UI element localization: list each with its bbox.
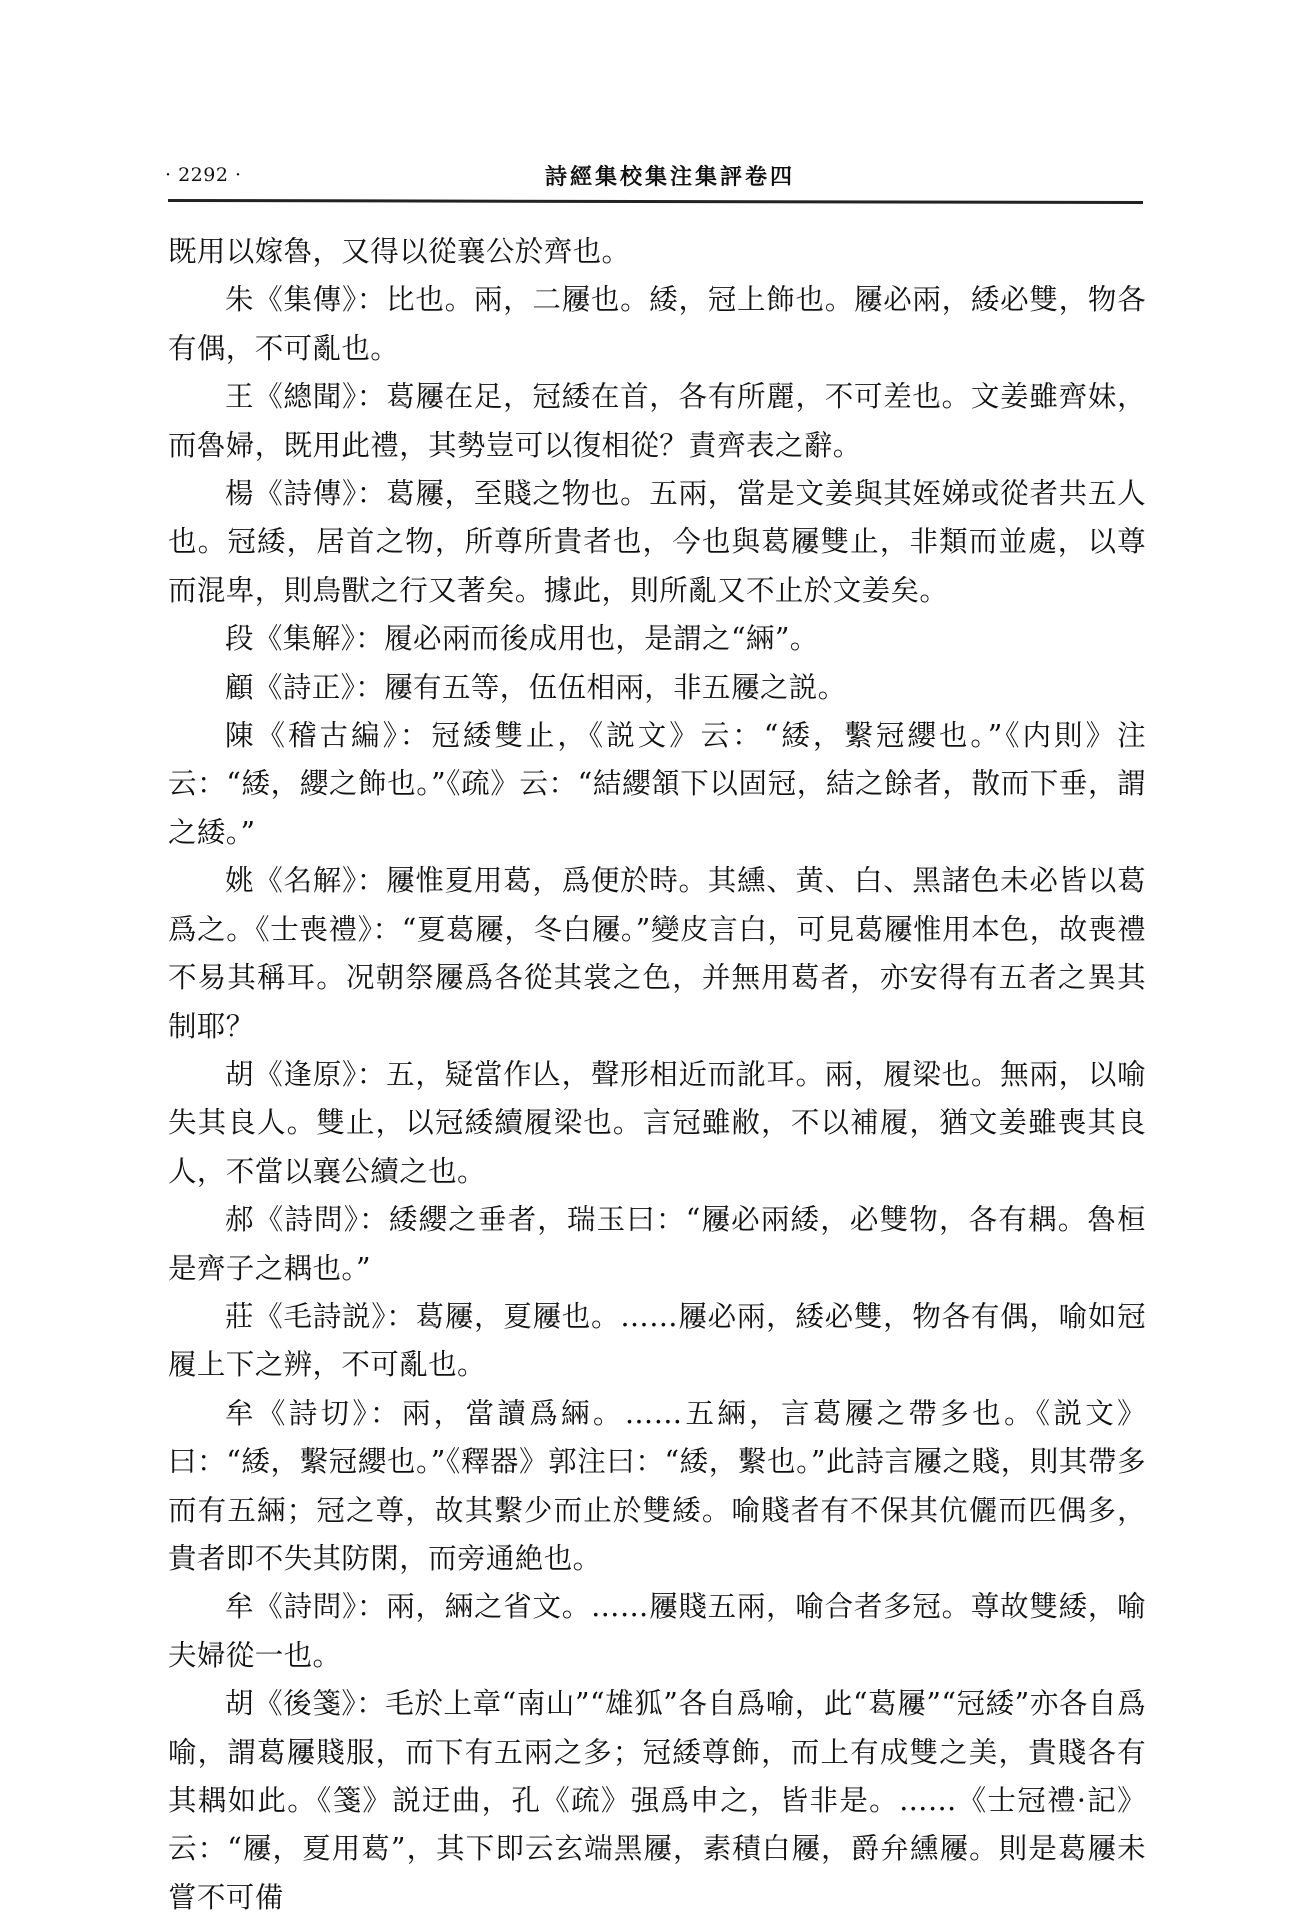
paragraph: 既用以嫁魯，又得以從襄公於齊也。 — [168, 235, 631, 268]
paragraph: 牟《詩問》：兩，緉之省文。……屨賤五兩，喻合者多冠。尊故雙緌，喻夫婦從一也。 — [168, 1590, 1146, 1672]
page-header — [165, 158, 1145, 198]
paragraph: 牟《詩切》：兩，當讀爲緉。……五緉，言葛屨之帶多也。《説文》曰：“緌，繫冠纓也。”《釋器》郭注曰：“緌，繫也。”此詩言屨之賤，則其帶多而有五緉；冠之尊，故其繫少而止於雙緌。喻賤者有不保其伉儷而匹偶多，貴者即不失其防閑，而旁通絶也。 — [168, 1396, 1146, 1575]
page-number: · 2292 · — [165, 164, 242, 186]
paragraph: 段《集解》：履必兩而後成用也，是謂之“緉”。 — [225, 622, 819, 656]
paragraph: 姚《名解》：屨惟夏用葛，爲便於時。其纁、黄、白、黑諸色未必皆以葛爲之。《士喪禮》：“夏葛屨，冬白屨。”變皮言白，可見葛屨惟用本色，故喪禮不易其稱耳。况朝祭屨爲各從其裳之色，并無用葛者，亦安得有五者之異其制耶？ — [168, 864, 1146, 1043]
running-title: 詩經集校集注集評卷四 — [545, 164, 796, 190]
paragraph: 朱《集傳》：比也。兩，二屨也。緌，冠上飾也。屨必兩，緌必雙，物各有偶，不可亂也。 — [168, 283, 1146, 365]
header-rule — [168, 199, 1143, 204]
paragraph: 郝《詩問》：緌纓之垂者，瑞玉曰：“屨必兩緌，必雙物，各有耦。魯桓是齊子之耦也。” — [168, 1203, 1146, 1285]
paragraph: 胡《逢原》：五，疑當作亾，聲形相近而訛耳。兩，履梁也。無兩，以喻失其良人。雙止，以冠緌續履梁也。言冠雖敝，不以補履，猶文姜雖喪其良人，不當以襄公續之也。 — [168, 1057, 1146, 1188]
paragraph: 陳《稽古編》：冠緌雙止，《説文》云：“緌，繫冠纓也。”《内則》注云：“緌，纓之飾也。”《疏》云：“結纓頷下以固冠，結之餘者，散而下垂，謂之緌。” — [168, 719, 1146, 849]
paragraph: 顧《詩正》：屨有五等，伍伍相兩，非五屨之説。 — [225, 670, 847, 704]
body-text — [168, 228, 1146, 1922]
paragraph: 胡《後箋》：毛於上章“南山”“雄狐”各自爲喻，此“葛屨”“冠緌”亦各自爲喻，謂葛屨賤服，而下有五兩之多；冠緌尊飾，而上有成雙之美，貴賤各有其耦如此。《箋》説迂曲，孔《疏》强爲申之，皆非是。……《士冠禮·記》云：“屨，夏用葛”，其下即云玄端黑屨，素積白屨，爵弁纁屨。則是葛屨未嘗不可備 — [168, 1687, 1146, 1914]
paragraph: 王《總聞》：葛屨在足，冠緌在首，各有所麗，不可差也。文姜雖齊妹，而魯婦，既用此禮，其勢豈可以復相從？責齊表之辭。 — [168, 380, 1146, 462]
paragraph: 莊《毛詩説》：葛屨，夏屨也。……屨必兩，緌必雙，物各有偶，喻如冠履上下之辨，不可亂也。 — [168, 1299, 1146, 1382]
paragraph: 楊《詩傳》：葛屨，至賤之物也。五兩，當是文姜與其姪娣或從者共五人也。冠緌，居首之物，所尊所貴者也，今也與葛屨雙止，非類而並處，以尊而混卑，則鳥獸之行又著矣。據此，則所亂又不止於文姜矣。 — [168, 477, 1146, 607]
